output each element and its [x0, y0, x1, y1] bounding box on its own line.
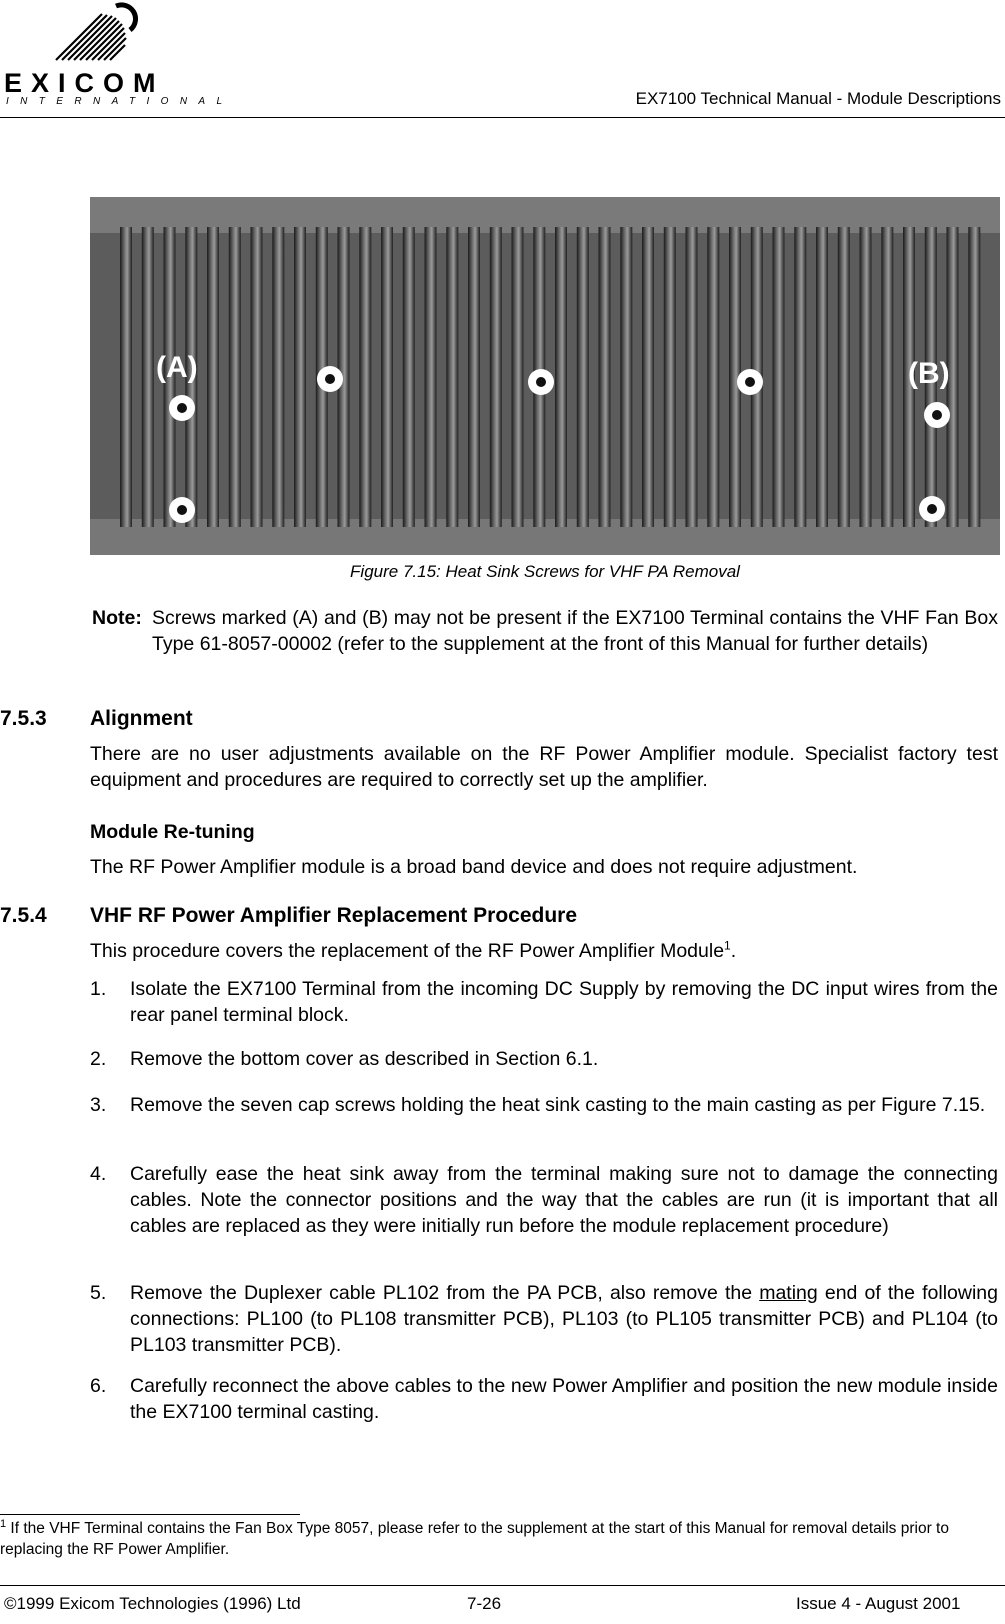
heat-sink-fin [642, 227, 654, 527]
intro-end: . [730, 940, 737, 962]
heat-sink-fin [686, 227, 698, 527]
heat-sink-fin [229, 227, 241, 527]
heat-sink-fin [599, 227, 611, 527]
heat-sink-fin [555, 227, 567, 527]
section-title: VHF RF Power Amplifier Replacement Procedure [90, 904, 578, 927]
heat-sink-fin [860, 227, 872, 527]
subsection-title: Module Re-tuning [90, 821, 255, 843]
heat-sink-fin [251, 227, 263, 527]
screw-hole [169, 497, 195, 523]
step-number: 5. [90, 1282, 107, 1304]
footnote-divider [0, 1514, 300, 1515]
footnote-text: If the VHF Terminal contains the Fan Box Type 8057, please refer to the supplement at the start of this Manual for removal details prior to replacing the RF Power Amplifier. [0, 1520, 949, 1558]
screw-hole [737, 369, 763, 395]
heat-sink-fin [707, 227, 719, 527]
step-number: 1. [90, 978, 107, 1000]
page-header-title: EX7100 Technical Manual - Module Descriptions [635, 89, 1001, 108]
screw-label-b: (B) [908, 357, 950, 390]
step-text: Remove the bottom cover as described in Section 6.1. [130, 1048, 599, 1070]
heat-sink-fin [838, 227, 850, 527]
screw-hole [317, 366, 343, 392]
footer-issue: Issue 4 - August 2001 [796, 1594, 961, 1613]
heat-sink-fin [490, 227, 502, 527]
heat-sink-fin [403, 227, 415, 527]
step-text-part: end of the following connections: PL100 (to PL108 transmitter PCB), PL103 (to PL105 transmitter PCB) and PL104 (to PL103 transmitter PCB). [130, 1282, 998, 1356]
section-number: 7.5.4 [0, 904, 47, 927]
page-number: 7-26 [467, 1594, 502, 1613]
step-number: 6. [90, 1375, 107, 1397]
footer-copyright: ©1999 Exicom Technologies (1996) Ltd [4, 1594, 301, 1613]
step-text [130, 1280, 998, 1358]
heat-sink-photo [90, 197, 1000, 555]
heat-sink-fin [207, 227, 219, 527]
heat-sink-fin [816, 227, 828, 527]
heat-sink-fin [142, 227, 154, 527]
step-text: Isolate the EX7100 Terminal from the incoming DC Supply by removing the DC input wires from the rear panel terminal block. [130, 978, 998, 1026]
section-paragraph: There are no user adjustments available on the RF Power Amplifier module. Specialist factory test equipment and procedures are required to correctly set up the amplifier. [90, 743, 998, 791]
figure-caption: Figure 7.15: Heat Sink Screws for VHF PA Removal [350, 562, 740, 581]
heat-sink-fin [577, 227, 589, 527]
footnote-number: 1 [0, 1517, 7, 1530]
step-text: Remove the seven cap screws holding the heat sink casting to the main casting as per Figure 7.15. [130, 1094, 986, 1116]
heat-sink-fin [120, 227, 132, 527]
heat-sink-fin [294, 227, 306, 527]
step-text-part: Remove the Duplexer cable PL102 from the PA PCB, also remove the [130, 1282, 760, 1304]
heat-sink-fin [425, 227, 437, 527]
step-number: 3. [90, 1094, 107, 1116]
heat-sink-fin [381, 227, 393, 527]
subsection-paragraph: The RF Power Amplifier module is a broad band device and does not require adjustment. [90, 856, 858, 878]
screw-hole [169, 395, 195, 421]
section-intro [90, 938, 998, 964]
heat-sink-fin [664, 227, 676, 527]
footnote [0, 1518, 998, 1560]
header-divider [0, 117, 1005, 118]
note-label: Note: [92, 607, 142, 629]
screw-hole [528, 369, 554, 395]
screw-label-a: (A) [156, 351, 198, 384]
step-text: Carefully ease the heat sink away from the terminal making sure not to damage the connecting cables. Note the connector positions and the way that the cables are run (it is important that all cables are replaced as they were initially run before the module replacement procedure) [130, 1163, 998, 1237]
heat-sink-fin [881, 227, 893, 527]
heat-sink-fin [446, 227, 458, 527]
heat-sink-fin [272, 227, 284, 527]
heat-sink-fin [359, 227, 371, 527]
intro-text: This procedure covers the replacement of the RF Power Amplifier Module [90, 940, 725, 962]
heat-sink-fin [773, 227, 785, 527]
screw-hole [919, 496, 945, 522]
section-title: Alignment [90, 707, 193, 730]
heat-sink-fin [968, 227, 980, 527]
heat-sink-fin [620, 227, 632, 527]
underlined-word: mating [759, 1282, 818, 1304]
step-number: 2. [90, 1048, 107, 1070]
footer-divider [0, 1585, 1005, 1586]
screw-hole [924, 402, 950, 428]
note-text: Screws marked (A) and (B) may not be present if the EX7100 Terminal contains the VHF Fan Box Type 61-8057-00002 (refer to the supplement at the front of this Manual for further details) [152, 607, 998, 655]
heat-sink-fin [468, 227, 480, 527]
step-number: 4. [90, 1163, 107, 1185]
footnote-ref: 1 [724, 938, 731, 953]
logo-subtext: INTERNATIONAL [6, 96, 234, 107]
heat-sink-fin [794, 227, 806, 527]
section-number: 7.5.3 [0, 707, 47, 730]
heat-sink-fin [512, 227, 524, 527]
step-text: Carefully reconnect the above cables to the new Power Amplifier and position the new module inside the EX7100 terminal casting. [130, 1375, 998, 1423]
logo-wordmark: EXICOM [4, 68, 165, 98]
